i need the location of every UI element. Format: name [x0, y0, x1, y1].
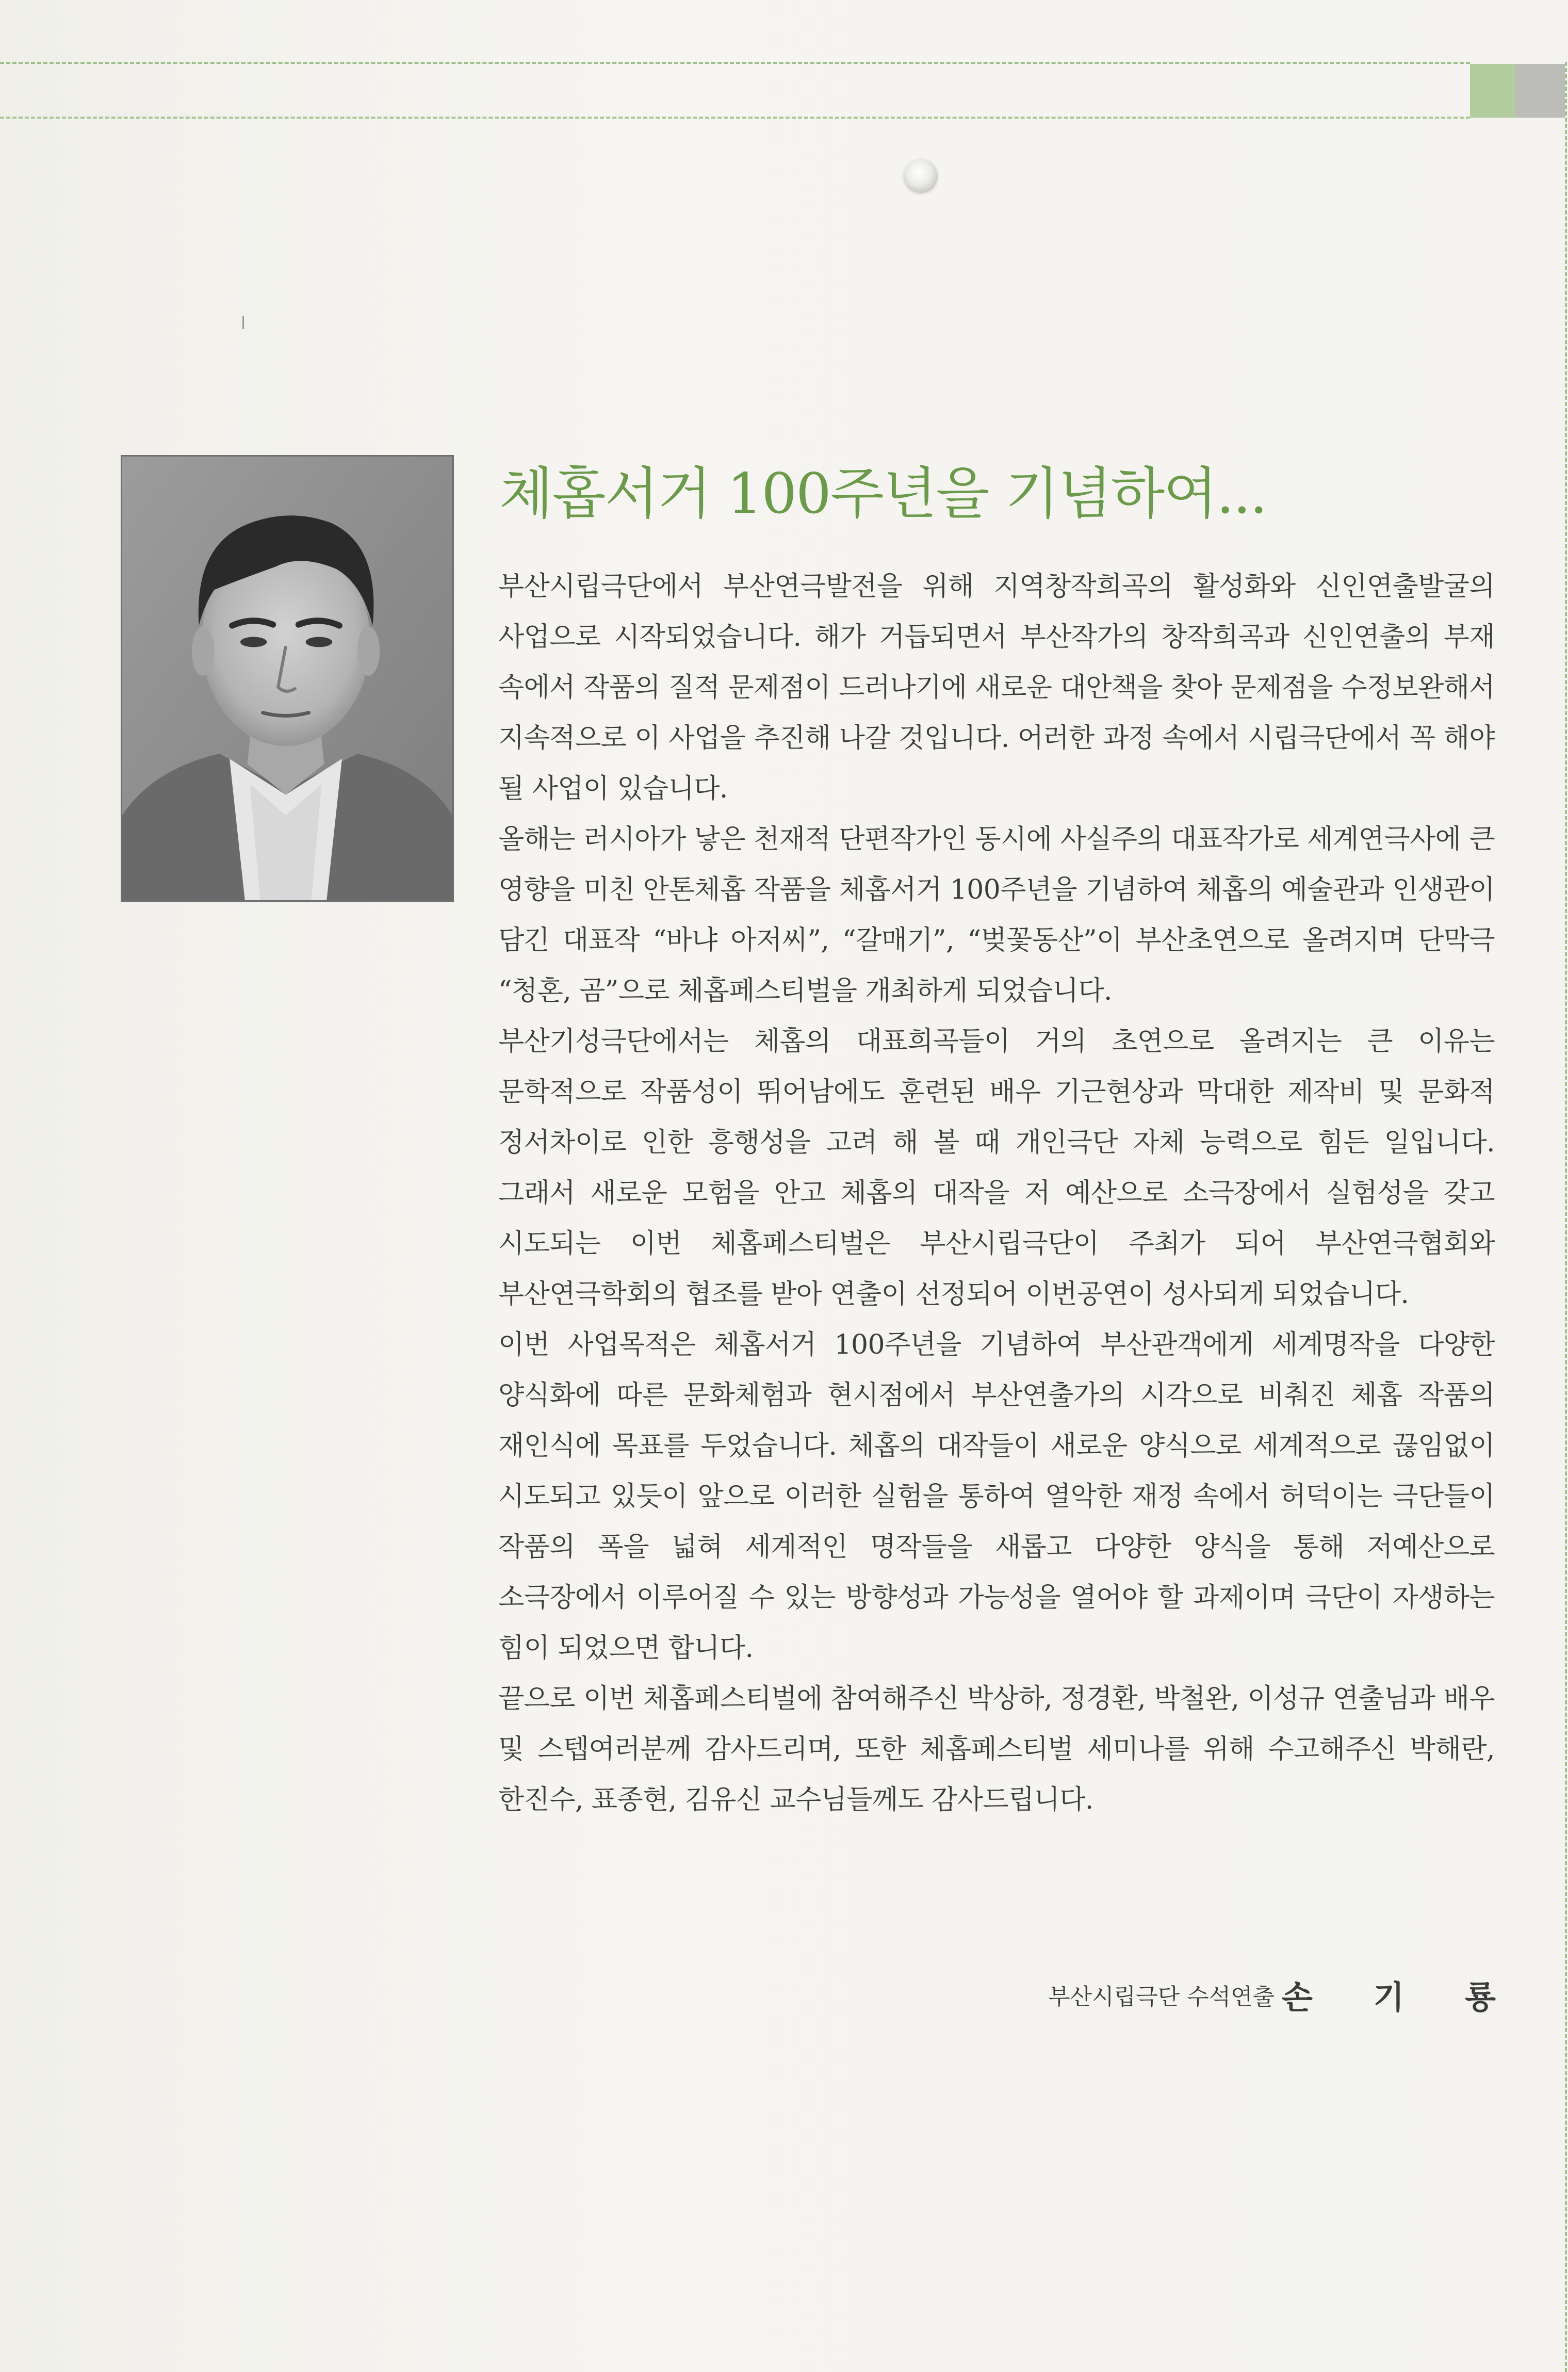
- paragraph-4: 이번 사업목적은 체홉서거 100주년을 기념하여 부산관객에게 세계명작을 다양한 양식화에 따른 문화체험과 현시점에서 부산연출가의 시각으로 비춰진 체홉 작품의 재인식에 목표를 두었습니다. 체홉의 대작들이 새로운 양식으로 세계적으로 끊임없이 시도되고 있듯이 앞으로 이러한 실험을 통하여 열악한 재정 속에서 허덕이는 극단들이 작품의 폭을 넓혀 세계적인 명작들을 새롭고 다양한 양식을 통해 저예산으로 소극장에서 이루어질 수 있는 방향성과 가능성을 열어야 할 과제이며 극단이 자생하는 힘이 되었으면 합니다.: [498, 1329, 1495, 1664]
- signature-affiliation: 부산시립극단 수석연출: [1048, 1984, 1275, 2010]
- right-dashed-guide: [1565, 62, 1567, 2372]
- print-mark: [242, 316, 244, 329]
- signature-name: 손 기 룡: [1282, 1978, 1521, 2016]
- portrait-photo-icon: [122, 457, 452, 900]
- binding-rivet: [904, 159, 938, 193]
- paragraph-1: 부산시립극단에서 부산연극발전을 위해 지역창작희곡의 활성화와 신인연출발굴의 사업으로 시작되었습니다. 해가 거듭되면서 부산작가의 창작희곡과 신인연출의 부재 속에서 작품의 질적 문제점이 드러나기에 새로운 대안책을 찾아 문제점을 수정보완해서 지속적으로 이 사업을 추진해 나갈 것입니다. 어러한 과정 속에서 시립극단에서 꼭 해야 될 사업이 있습니다.: [498, 571, 1495, 804]
- green-tab-marker: [1470, 64, 1515, 118]
- author-portrait: [121, 455, 454, 902]
- top-dashed-guide: [0, 62, 1470, 64]
- paragraph-3: 부산기성극단에서는 체홉의 대표희곡들이 거의 초연으로 올려지는 큰 이유는 문학적으로 작품성이 뛰어남에도 훈련된 배우 기근현상과 막대한 제작비 및 문화적 정서차이로 인한 흥행성을 고려 해 볼 때 개인극단 자체 능력으로 힘든 일입니다. 그래서 새로운 모험을 안고 체홉의 대작을 저 예산으로 소극장에서 실험성을 갖고 시도되는 이번 체홉페스티벌은 부산시립극단이 주최가 되어 부산연극협회와 부산연극학회의 협조를 받아 연출이 선정되어 이번공연이 성사되게 되었습니다.: [498, 1026, 1495, 1310]
- grey-tab-marker: [1515, 64, 1565, 118]
- page-title: 체홉서거 100주년을 기념하여...: [499, 462, 1267, 526]
- signature: [970, 1972, 1521, 2018]
- paragraph-5: 끝으로 이번 체홉페스티벌에 참여해주신 박상하, 정경환, 박철완, 이성규 연출님과 배우 및 스텝여러분께 감사드리며, 또한 체홉페스티벌 세미나를 위해 수고해주신 박해란, 한진수, 표종현, 김유신 교수님들께도 감사드립니다.: [498, 1683, 1495, 1815]
- header-dashed-guide: [0, 117, 1470, 119]
- body-text: [498, 561, 1495, 1825]
- paragraph-2: 올해는 러시아가 낳은 천재적 단편작가인 동시에 사실주의 대표작가로 세계연극사에 큰 영향을 미친 안톤체홉 작품을 체홉서거 100주년을 기념하여 체홉의 예술관과 인생관이 담긴 대표작 “바냐 아저씨”, “갈매기”, “벚꽃동산”이 부산초연으로 올려지며 단막극 “청혼, 곰”으로 체홉페스티벌을 개최하게 되었습니다.: [498, 824, 1495, 1006]
